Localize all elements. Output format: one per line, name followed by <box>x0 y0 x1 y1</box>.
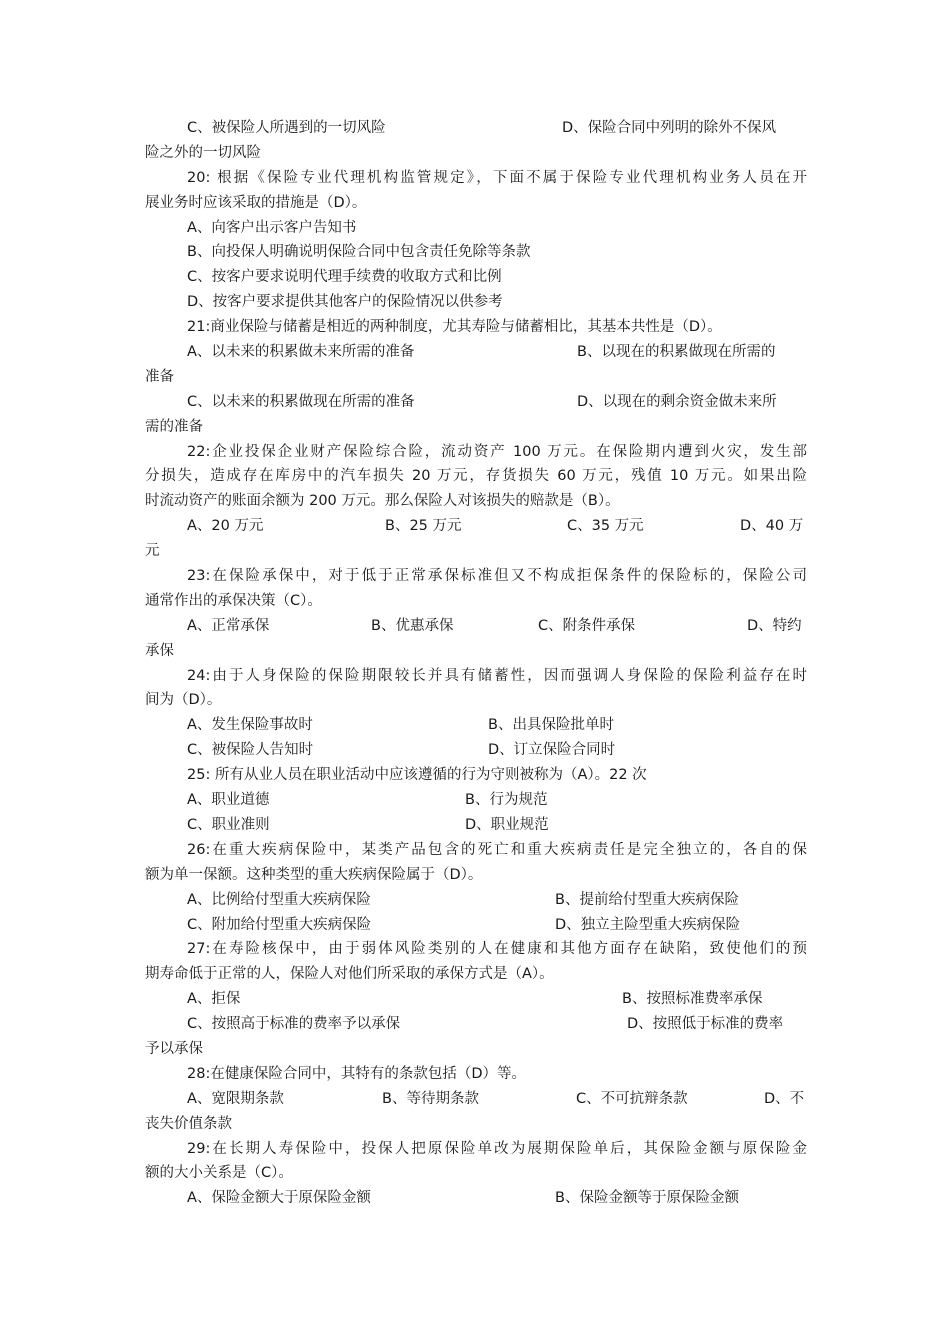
option-text: C、35 万元 <box>567 518 644 535</box>
option-text: B、以现在的积累做现在所需的 <box>577 344 776 361</box>
option-row <box>145 390 807 415</box>
option-text: C、职业准则 <box>187 816 270 833</box>
text-line: 间为（D）。 <box>145 692 222 709</box>
option-text: A、以未来的积累做未来所需的准备 <box>187 344 415 361</box>
text-line: 时流动资产的账面余额为 200 万元。那么保险人对该损失的赔款是（B）。 <box>145 493 620 510</box>
option-text: D、不 <box>764 1090 805 1107</box>
option-text: C、附加给付型重大疾病保险 <box>187 916 372 933</box>
option-text: A、拒保 <box>187 991 241 1008</box>
text-line: 险之外的一切风险 <box>145 144 261 161</box>
option-row <box>145 340 807 365</box>
option-row <box>145 788 807 813</box>
text-line: 21:商业保险与储蓄是相近的两种制度，尤其寿险与储蓄相比，其基本共性是（D）。 <box>187 319 722 336</box>
text-line: 元 <box>145 543 160 560</box>
option-text: B、25 万元 <box>385 518 462 535</box>
option-row <box>145 1087 807 1112</box>
option-text: D、保险合同中列明的除外不保风 <box>562 120 777 136</box>
option-text: B、按照标准费率承保 <box>622 991 763 1008</box>
text-line: 27:在寿险核保中，由于弱体风险类别的人在健康和其他方面存在缺陷，致使他们的预 <box>187 941 807 958</box>
option-text: D、以现在的剩余资金做未来所 <box>577 393 777 410</box>
option-row <box>145 116 807 141</box>
option-row <box>145 913 807 938</box>
document-body <box>145 116 807 1211</box>
text-line: 准备 <box>145 368 174 385</box>
text-line: D、按客户要求提供其他客户的保险情况以供参考 <box>187 294 503 311</box>
text-line: 20: 根据《保险专业代理机构监管规定》，下面不属于保险专业代理机构业务人员在开 <box>187 169 807 186</box>
option-text: B、行为规范 <box>465 792 548 809</box>
option-text: A、保险金额大于原保险金额 <box>187 1190 371 1207</box>
option-text: C、被保险人告知时 <box>187 742 314 759</box>
option-row <box>145 514 807 539</box>
text-line: 25: 所有从业人员在职业活动中应该遵循的行为守则被称为（A）。22 次 <box>187 767 647 784</box>
option-row <box>145 713 807 738</box>
text-line: 需的准备 <box>145 418 203 435</box>
text-line: 29:在长期人寿保险中，投保人把原保险单改为展期保险单后，其保险金额与原保险金 <box>187 1140 807 1157</box>
text-line: 期寿命低于正常的人，保险人对他们所采取的承保方式是（A）。 <box>145 966 554 983</box>
text-line: 展业务时应该采取的措施是（D）。 <box>145 194 367 211</box>
text-line: 通常作出的承保决策（C）。 <box>145 592 322 609</box>
option-text: C、按照高于标准的费率予以承保 <box>187 1016 401 1033</box>
text-line: 额的大小关系是（C）。 <box>145 1165 293 1182</box>
option-text: A、比例给付型重大疾病保险 <box>187 891 371 908</box>
option-row <box>145 987 807 1012</box>
option-text: C、附条件承保 <box>538 617 636 634</box>
option-text: D、订立保险合同时 <box>488 742 616 759</box>
option-row <box>145 614 807 639</box>
option-text: A、20 万元 <box>187 518 264 535</box>
option-text: D、特约 <box>747 617 802 634</box>
text-line: 23:在保险承保中，对于低于正常承保标准但又不构成拒保条件的保险标的，保险公司 <box>187 568 807 585</box>
text-line: 承保 <box>145 642 174 659</box>
option-text: C、不可抗辩条款 <box>576 1090 688 1107</box>
option-text: D、独立主险型重大疾病保险 <box>555 916 741 933</box>
option-row <box>145 813 807 838</box>
text-line: C、按客户要求说明代理手续费的收取方式和比例 <box>187 269 502 286</box>
option-text: D、按照低于标准的费率 <box>627 1016 784 1033</box>
text-line: B、向投保人明确说明保险合同中包含责任免除等条款 <box>187 244 531 261</box>
option-text: A、发生保险事故时 <box>187 717 313 734</box>
text-line: 分损失，造成存在库房中的汽车损失 20 万元，存货损失 60 万元，残值 10 万元。如果出险 <box>145 468 807 485</box>
option-row <box>145 888 807 913</box>
option-row <box>145 738 807 763</box>
option-text: B、出具保险批单时 <box>488 717 614 734</box>
option-text: B、提前给付型重大疾病保险 <box>555 891 739 908</box>
text-line: 丧失价值条款 <box>145 1115 232 1132</box>
option-row <box>145 1012 807 1037</box>
text-line: 额为单一保额。这种类型的重大疾病保险属于（D）。 <box>145 866 483 883</box>
option-text: D、40 万 <box>740 518 804 535</box>
text-line: 24:由于人身保险的保险期限较长并具有储蓄性，因而强调人身保险的保险利益存在时 <box>187 667 807 684</box>
option-row <box>145 1186 807 1211</box>
option-text: B、优惠承保 <box>371 617 454 634</box>
option-text: B、保险金额等于原保险金额 <box>555 1190 739 1207</box>
option-text: A、宽限期条款 <box>187 1090 284 1107</box>
option-text: D、职业规范 <box>465 816 549 833</box>
text-line: A、向客户出示客户告知书 <box>187 219 357 236</box>
option-text: A、正常承保 <box>187 617 270 634</box>
option-text: C、以未来的积累做现在所需的准备 <box>187 393 415 410</box>
option-text: A、职业道德 <box>187 792 270 809</box>
text-line: 28:在健康保险合同中，其特有的条款包括（D）等。 <box>187 1065 526 1082</box>
option-text: C、被保险人所遇到的一切风险 <box>187 120 386 136</box>
text-line: 26:在重大疾病保险中，某类产品包含的死亡和重大疾病责任是完全独立的，各自的保 <box>187 841 807 858</box>
option-text: B、等待期条款 <box>382 1090 479 1107</box>
text-line: 22:企业投保企业财产保险综合险，流动资产 100 万元。在保险期内遭到火灾，发生部 <box>187 443 807 460</box>
text-line: 予以承保 <box>145 1040 203 1057</box>
